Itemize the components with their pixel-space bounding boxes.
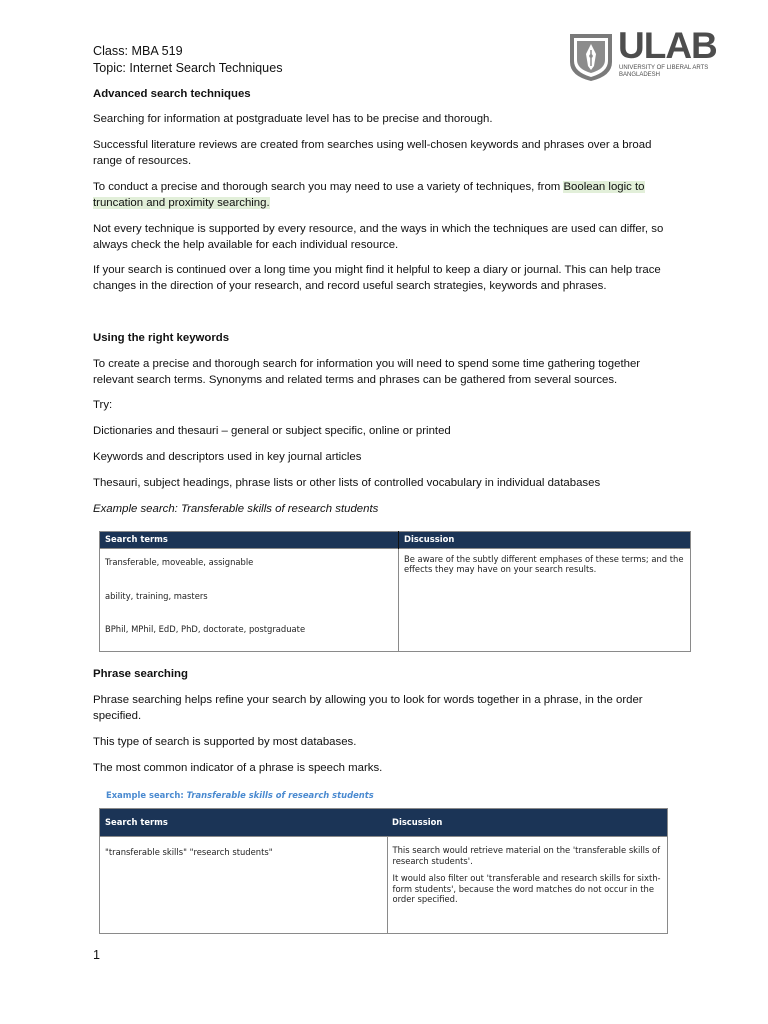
discussion-text: It would also filter out 'transferable and research skills for sixth-form students', because the word matches do not occur in the order specified.: [392, 873, 661, 904]
paragraph: This type of search is supported by most databases.: [93, 736, 357, 748]
logo-subtitle-2: BANGLADESH: [619, 72, 661, 78]
list-item: Dictionaries and thesauri – general or subject specific, online or printed: [93, 425, 451, 437]
search-terms-cell: [100, 549, 399, 652]
term-line: ability, training, masters: [105, 591, 208, 601]
page-number: 1: [93, 948, 101, 962]
keywords-table: [99, 531, 691, 652]
highlighted-text: Boolean logic to truncation and proximity searching.: [93, 181, 645, 209]
discussion-text: Be aware of the subtly different emphases of these terms; and the effects they may have on your search results.: [404, 554, 684, 574]
paragraph: Successful literature reviews are created from searches using well-chosen keywords and phrases over a broad range of resources.: [93, 139, 652, 167]
table-row: [100, 837, 668, 934]
paragraph: Phrase searching helps refine your search by allowing you to look for words together in a phrase, in the order specified.: [93, 694, 643, 722]
caption-label: Example search:: [106, 790, 187, 800]
paragraph: To create a precise and thorough search for information you will need to spend some time gathering together relevant search terms. Synonyms and related terms and phrases can be gathered from several sources.: [93, 358, 641, 386]
topic-line: Topic: Internet Search Techniques: [93, 61, 283, 75]
heading-keywords: Using the right keywords: [93, 332, 230, 344]
try-label: Try:: [93, 399, 113, 411]
paragraph-boolean: [93, 180, 683, 211]
class-line: Class: MBA 519: [93, 44, 183, 58]
logo-wordmark: ULAB: [618, 25, 717, 66]
caption-italic: Transferable skills of research students: [186, 790, 374, 800]
column-header-discussion: Discussion: [387, 809, 668, 837]
table-header-row: [100, 532, 691, 549]
table-row: [100, 549, 691, 652]
heading-advanced-search: Advanced search techniques: [93, 88, 251, 100]
discussion-text: This search would retrieve material on the 'transferable skills of research students'.: [392, 845, 661, 866]
paragraph: If your search is continued over a long time you might find it helpful to keep a diary or journal. This can help trace changes in the direction of your research, and record useful search strategies, keywords and phrases.: [93, 264, 661, 292]
ulab-seal-icon: [568, 32, 614, 82]
table2-caption: [106, 788, 374, 804]
phrase-search-table: [99, 808, 668, 934]
term-line: Transferable, moveable, assignable: [105, 557, 254, 567]
paragraph: The most common indicator of a phrase is speech marks.: [93, 762, 383, 774]
term-line: BPhil, MPhil, EdD, PhD, doctorate, postgraduate: [105, 624, 306, 634]
logo-subtitle-1: UNIVERSITY OF LIBERAL ARTS: [619, 65, 709, 71]
table-header-row: [100, 809, 668, 837]
heading-phrase-searching: Phrase searching: [93, 668, 188, 680]
list-item: Keywords and descriptors used in key journal articles: [93, 451, 362, 463]
term-line: "transferable skills" "research students": [105, 847, 273, 857]
search-terms-cell: [100, 837, 388, 934]
column-header-search-terms: Search terms: [100, 532, 399, 549]
discussion-cell: [399, 549, 691, 652]
column-header-search-terms: Search terms: [100, 809, 388, 837]
paragraph-text: To conduct a precise and thorough search you may need to use a variety of techniques, from: [93, 181, 564, 193]
column-header-discussion: Discussion: [399, 532, 691, 549]
example-search-label: Example search: Transferable skills of research students: [93, 503, 379, 515]
ulab-logo: [568, 25, 717, 83]
list-item: Thesauri, subject headings, phrase lists or other lists of controlled vocabulary in individual databases: [93, 477, 601, 489]
paragraph: Not every technique is supported by every resource, and the ways in which the techniques are used can differ, so always check the help available for each individual resource.: [93, 223, 664, 251]
paragraph: Searching for information at postgraduate level has to be precise and thorough.: [93, 113, 493, 125]
discussion-cell: [387, 837, 668, 934]
